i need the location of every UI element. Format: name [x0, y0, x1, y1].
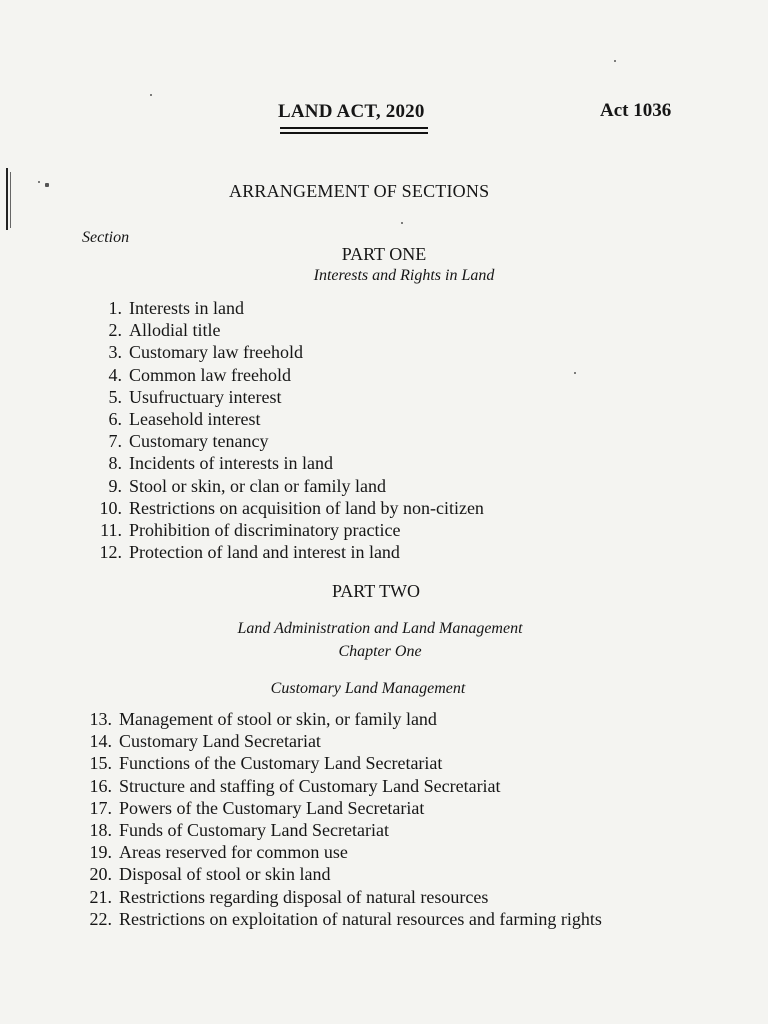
list-item	[82, 319, 484, 341]
list-item	[82, 497, 484, 519]
list-item	[82, 364, 484, 386]
section-number: 1.	[108, 298, 122, 318]
section-title: Allodial title	[129, 320, 221, 341]
section-title: Funds of Customary Land Secretariat	[119, 819, 389, 840]
section-title: Usufructuary interest	[129, 386, 282, 407]
section-title: Structure and staffing of Customary Land Secretariat	[119, 775, 501, 796]
section-number: 12.	[99, 542, 122, 563]
list-item	[82, 475, 484, 497]
section-title: Incidents of interests in land	[129, 453, 333, 474]
list-item	[82, 408, 484, 430]
list-item	[82, 519, 484, 541]
part-two-heading: PART TWO	[331, 581, 421, 601]
part-two-subtitle: Land Administration and Land Management	[237, 620, 523, 637]
section-title: Customary Land Secretariat	[119, 731, 321, 752]
section-number: 11.	[100, 519, 122, 540]
section-title: Disposal of stool or skin land	[119, 864, 331, 885]
section-number: 15.	[89, 753, 112, 774]
section-title: Restrictions on exploitation of natural resources and farming rights	[119, 908, 602, 929]
list-item	[82, 386, 484, 408]
section-title: Interests in land	[129, 298, 244, 318]
title-double-underline-bottom	[280, 132, 428, 134]
section-number: 8.	[108, 453, 122, 474]
section-number: 22.	[89, 908, 112, 929]
part-two-section-list	[76, 708, 602, 930]
list-item	[82, 541, 484, 563]
section-title: Restrictions on acquisition of land by non-citizen	[129, 497, 484, 518]
scan-speck	[38, 181, 40, 183]
section-column-label: Section	[82, 229, 130, 246]
list-item	[82, 297, 484, 319]
list-item	[82, 430, 484, 452]
section-number: 10.	[99, 497, 122, 518]
section-number: 4.	[108, 364, 122, 385]
list-item	[76, 908, 602, 930]
scan-speck	[574, 372, 576, 374]
chapter-title: Customary Land Management	[270, 680, 466, 697]
list-item	[76, 708, 602, 730]
section-number: 9.	[108, 475, 122, 496]
list-item	[82, 452, 484, 474]
section-title: Protection of land and interest in land	[129, 542, 400, 563]
section-number: 21.	[89, 886, 112, 907]
scan-edge-mark-inner	[10, 172, 11, 228]
arrangement-heading: ARRANGEMENT OF SECTIONS	[229, 181, 490, 201]
section-number: 14.	[89, 731, 112, 752]
list-item	[76, 886, 602, 908]
part-one-subtitle: Interests and Rights in Land	[313, 267, 495, 284]
part-one-heading: PART ONE	[341, 244, 427, 264]
title-double-underline-top	[280, 127, 428, 129]
section-number: 2.	[108, 320, 122, 341]
section-number: 6.	[108, 408, 122, 429]
section-title: Restrictions regarding disposal of natural resources	[119, 886, 489, 907]
scan-speck	[45, 183, 49, 187]
section-number: 3.	[108, 342, 122, 363]
part-one-section-list	[82, 297, 484, 563]
section-title: Prohibition of discriminatory practice	[129, 519, 401, 540]
section-number: 7.	[108, 431, 122, 452]
section-title: Customary law freehold	[129, 342, 303, 363]
list-item	[76, 841, 602, 863]
chapter-label: Chapter One	[338, 643, 422, 660]
scan-edge-mark	[6, 168, 8, 230]
scan-speck	[150, 94, 152, 96]
section-number: 13.	[89, 709, 112, 729]
section-number: 17.	[89, 797, 112, 818]
section-title: Common law freehold	[129, 364, 291, 385]
section-title: Functions of the Customary Land Secretariat	[119, 753, 443, 774]
list-item	[82, 341, 484, 363]
section-number: 19.	[89, 842, 112, 863]
act-title: LAND ACT, 2020	[278, 101, 425, 122]
list-item	[76, 797, 602, 819]
scan-speck	[614, 60, 616, 62]
act-number: Act 1036	[600, 100, 672, 121]
list-item	[76, 752, 602, 774]
section-number: 16.	[89, 775, 112, 796]
section-number: 20.	[89, 864, 112, 885]
list-item	[76, 730, 602, 752]
section-title: Powers of the Customary Land Secretariat	[119, 797, 425, 818]
list-item	[76, 863, 602, 885]
section-title: Areas reserved for common use	[119, 842, 348, 863]
list-item	[76, 819, 602, 841]
list-item	[76, 775, 602, 797]
section-number: 18.	[89, 819, 112, 840]
section-title: Management of stool or skin, or family land	[119, 709, 437, 729]
section-title: Customary tenancy	[129, 431, 269, 452]
section-number: 5.	[108, 386, 122, 407]
scan-speck	[401, 222, 403, 224]
section-title: Leasehold interest	[129, 408, 261, 429]
section-title: Stool or skin, or clan or family land	[129, 475, 386, 496]
